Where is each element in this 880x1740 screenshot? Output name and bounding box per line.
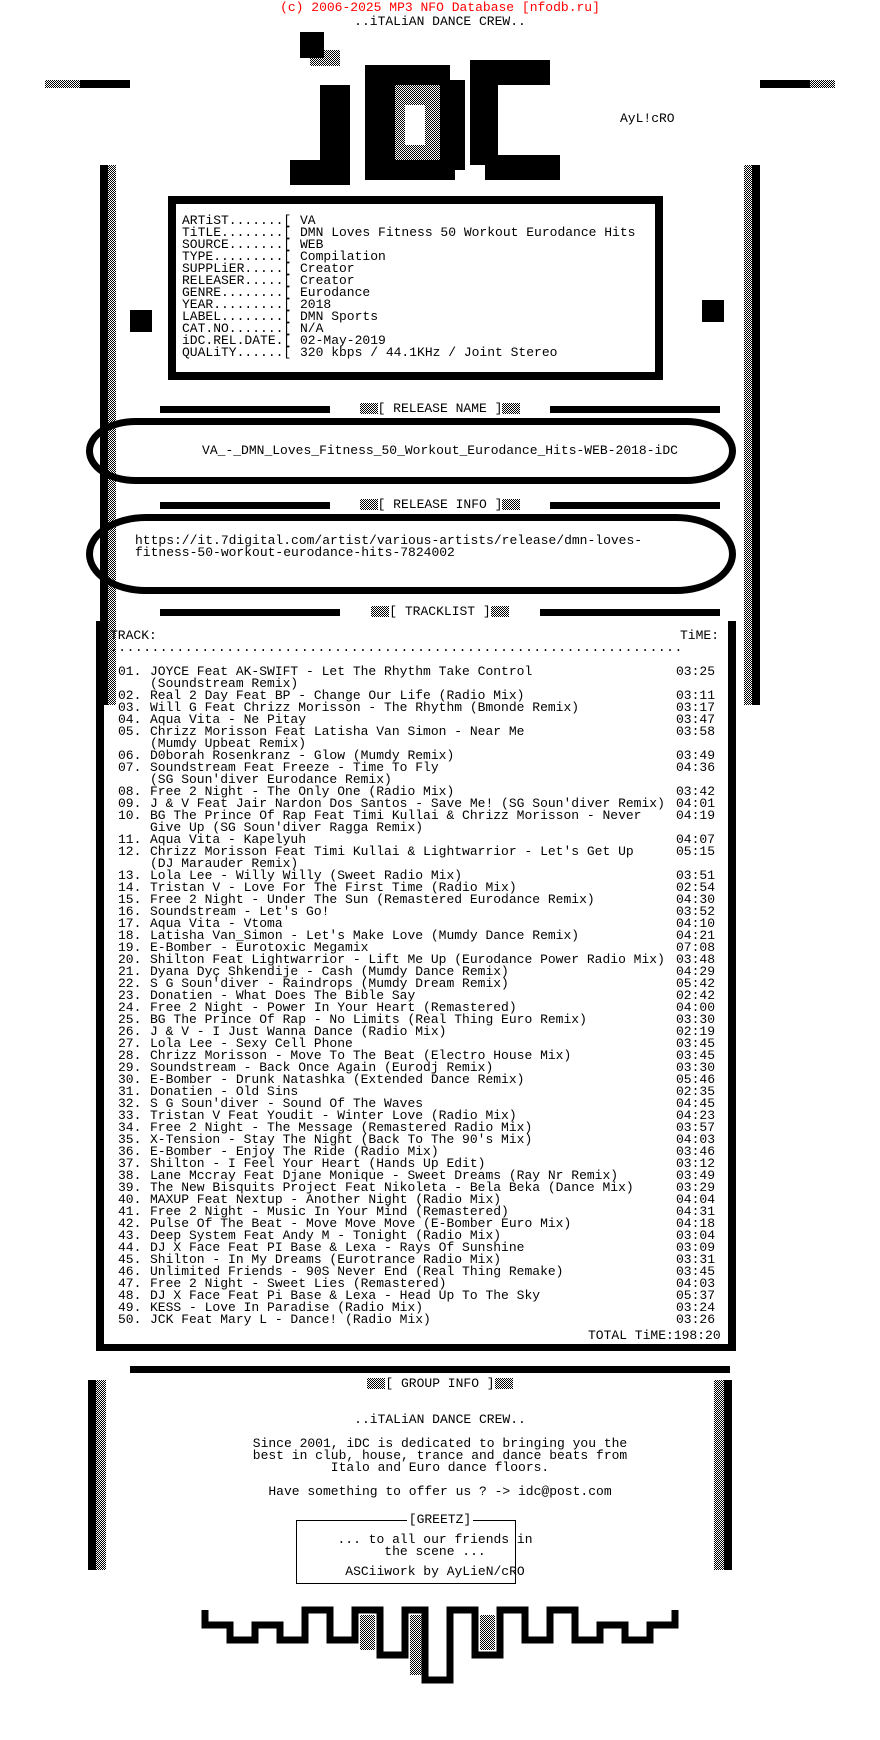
track-title: DJ X Face Feat Pi Base & Lexa - Head Up To The Sky [150,1288,541,1303]
track-title: Soundstream Feat Freeze - Time To Fly [150,760,439,775]
release-info-title: [ RELEASE INFO ] [377,497,503,512]
ascii-credit: ASCiiwork by AyLieN/cRO [345,1564,525,1579]
track-title: Deep System Feat Andy M - Tonight (Radio Mix) [150,1228,502,1243]
track-title: Aqua Vita - Kapelyuh [150,832,307,847]
track-title: Lola Lee - Sexy Cell Phone [150,1036,353,1051]
track-title: Aqua Vita - Ne Pitay [150,712,307,727]
release-name[interactable]: VA_-_DMN_Loves_Fitness_50_Workout_Eurodance_Hits-WEB-2018-iDC [202,443,678,458]
track-title: MAXUP Feat Nextup - Another Night (Radio Mix) [150,1192,502,1207]
track-time: 03:04 [676,1228,716,1243]
track-title: BG The Prince Of Rap - No Limits (Real Thing Euro Remix) [150,1012,587,1027]
track-time: 03:45 [676,1036,716,1051]
track-time: 03:29 [676,1180,716,1195]
tracklist-header [0,605,880,619]
info-label: GENRE........[ [182,285,292,300]
track-title: (DJ Marauder Remix) [150,856,299,871]
track-title: Chrizz Morisson - Move To The Beat (Electro House Mix) [150,1048,572,1063]
track-title: Real 2 Day Feat BP - Change Our Life (Radio Mix) [150,688,525,703]
track-number: 48. [118,1288,142,1303]
info-value: VA [300,213,316,228]
track-time: 04:00 [676,1000,716,1015]
track-time: 07:08 [676,940,716,955]
track-time: 04:21 [676,928,716,943]
release-info-url-line-1[interactable]: https://it.7digital.com/artist/various-artists/release/dmn-loves- [135,533,643,548]
track-time: 05:46 [676,1072,716,1087]
info-value: N/A [300,321,324,336]
group-crew: ..iTALiAN DANCE CREW.. [354,1412,526,1427]
track-title: Tristan V - Love For The First Time (Radio Mix) [150,880,517,895]
track-title: Unlimited Friends - 90S Never End (Real Thing Remake) [150,1264,564,1279]
release-info-url-line-2[interactable]: fitness-50-workout-eurodance-hits-7824002 [135,545,455,560]
track-number: 37. [118,1156,142,1171]
track-number: 38. [118,1168,142,1183]
track-time: 03:58 [676,724,716,739]
greetz-line: the scene ... [384,1544,486,1559]
info-value: Eurodance [300,285,371,300]
track-number: 45. [118,1252,142,1267]
track-number: 24. [118,1000,142,1015]
track-time: 03:12 [676,1156,716,1171]
decor-pillar-left [88,1380,96,1570]
copyright-banner: (c) 2006-2025 MP3 NFO Database [nfodb.ru] [280,0,600,15]
group-description-line: best in club, house, trance and dance beats from [252,1448,628,1463]
track-time: 03:49 [676,748,716,763]
track-title: Dyana Dyç Shkendije - Cash (Mumdy Dance Remix) [150,964,509,979]
greetz-title: [GREETZ] [408,1512,472,1527]
track-number: 15. [118,892,142,907]
track-number: 35. [118,1132,142,1147]
track-number: 21. [118,964,142,979]
track-time: 05:42 [676,976,716,991]
track-number: 02. [118,688,142,703]
group-info-header [0,1377,880,1391]
track-number: 32. [118,1096,142,1111]
track-time: 04:31 [676,1204,716,1219]
track-time: 03:30 [676,1060,716,1075]
info-value: Creator [300,261,355,276]
decor-dither [714,1380,724,1570]
track-title: Chrizz Morisson Feat Timi Kullai & Lightwarrior - Let's Get Up [150,844,634,859]
track-title: Free 2 Night - Under The Sun (Remastered Eurodance Remix) [150,892,595,907]
track-title: Free 2 Night - The Only One (Radio Mix) [150,784,455,799]
track-time: 03:51 [676,868,716,883]
track-title: (Soundstream Remix) [150,676,299,691]
track-title: JOYCE Feat AK-SWIFT - Let The Rhythm Take Control [150,664,533,679]
track-number: 13. [118,868,142,883]
track-title: The New Bisquits Project Feat Nikoleta - Bela Beka (Dance Mix) [150,1180,634,1195]
track-time: 03:11 [676,688,716,703]
tracklist-title: [ TRACKLIST ] [389,604,491,619]
greetz-line: ... to all our friends in [337,1532,533,1547]
release-name-title: [ RELEASE NAME ] [377,401,503,416]
track-number: 44. [118,1240,142,1255]
track-time: 02:19 [676,1024,716,1039]
track-time: 04:01 [676,796,716,811]
info-label: YEAR.........[ [182,297,292,312]
track-time: 03:24 [676,1300,716,1315]
track-title: J & V Feat Jair Nardon Dos Santos - Save Me! (SG Soun'diver Remix) [150,796,665,811]
decor-wing-left [80,80,130,88]
track-number: 23. [118,988,142,1003]
track-title: Tristan V Feat Youdit - Winter Love (Radio Mix) [150,1108,517,1123]
track-title: Will G Feat Chrizz Morisson - The Rhythm (Bmonde Remix) [150,700,580,715]
track-number: 01. [118,664,142,679]
track-time: 04:36 [676,760,716,775]
track-number: 07. [118,760,142,775]
track-title: KESS - Love In Paradise (Radio Mix) [150,1300,424,1315]
track-time: 04:03 [676,1132,716,1147]
track-title: Latisha Van_Simon - Let's Make Love (Mumdy Dance Remix) [150,928,580,943]
track-time: 03:09 [676,1240,716,1255]
track-number: 36. [118,1144,142,1159]
track-number: 05. [118,724,142,739]
track-time: 02:42 [676,988,716,1003]
track-number: 39. [118,1180,142,1195]
track-title: BG The Prince Of Rap Feat Timi Kullai & Chrizz Morisson - Never [150,808,642,823]
track-time: 03:48 [676,952,716,967]
track-number: 03. [118,700,142,715]
track-title: Aqua Vita - Vtoma [150,916,283,931]
info-value: Creator [300,273,355,288]
track-number: 17. [118,916,142,931]
track-time: 04:18 [676,1216,716,1231]
info-box [168,196,663,380]
track-title: E-Bomber - Enjoy The Ride (Radio Mix) [150,1144,439,1159]
group-info-title: [ GROUP INFO ] [385,1376,495,1391]
track-title: X-Tension - Stay The Night (Back To The 90's Mix) [150,1132,533,1147]
track-title: (Mumdy Upbeat Remix) [150,736,307,751]
track-time: 02:54 [676,880,716,895]
info-value: DMN Sports [300,309,379,324]
track-title: J & V - I Just Wanna Dance (Radio Mix) [150,1024,447,1039]
info-value: 2018 [300,297,332,312]
track-number: 20. [118,952,142,967]
info-label: ARTiST.......[ [182,213,292,228]
decor-dither [810,80,835,88]
release-info-header [0,498,880,512]
track-number: 33. [118,1108,142,1123]
track-title: Soundstream - Let's Go! [150,904,330,919]
decor-block [702,300,724,322]
track-time: 03:49 [676,1168,716,1183]
info-label: CAT.NO.......[ [182,321,292,336]
time-column-header: TiME: [680,628,720,643]
track-number: 04. [118,712,142,727]
track-time: 04:19 [676,808,716,823]
track-number: 22. [118,976,142,991]
track-number: 29. [118,1060,142,1075]
track-number: 47. [118,1276,142,1291]
info-label: QUALiTY......[ [182,345,292,360]
bottom-ornament [200,1600,680,1710]
info-label: SOURCE.......[ [182,237,292,252]
track-title: Pulse Of The Beat - Move Move Move (E-Bomber Euro Mix) [150,1216,572,1231]
track-time: 03:31 [676,1252,716,1267]
track-title: Shilton - In My Dreams (Eurotrance Radio Mix) [150,1252,502,1267]
track-title: Free 2 Night - Sweet Lies (Remastered) [150,1276,447,1291]
info-value: 320 kbps / 44.1KHz / Joint Stereo [300,345,558,360]
track-title: Lane Mccray Feat Djane Monique - Sweet Dreams (Ray Nr Remix) [150,1168,619,1183]
info-label: iDC.REL.DATE.[ [182,333,292,348]
track-time: 03:42 [676,784,716,799]
track-time: 04:30 [676,892,716,907]
track-number: 27. [118,1036,142,1051]
track-title: Donatien - What Does The Bible Say [150,988,416,1003]
info-value: WEB [300,237,324,252]
track-number: 18. [118,928,142,943]
track-number: 30. [118,1072,142,1087]
track-number: 19. [118,940,142,955]
track-title: Free 2 Night - Music In Your Mind (Remastered) [150,1204,509,1219]
track-number: 49. [118,1300,142,1315]
idc-logo [290,30,560,190]
decor-dither [45,80,80,88]
track-number: 08. [118,784,142,799]
group-contact[interactable]: Have something to offer us ? -> idc@post.com [268,1484,612,1499]
track-time: 03:45 [676,1264,716,1279]
track-number: 09. [118,796,142,811]
track-number: 25. [118,1012,142,1027]
track-title: D0borah Rosenkranz - Glow (Mumdy Remix) [150,748,455,763]
group-description-line: Since 2001, iDC is dedicated to bringing you the [252,1436,628,1451]
info-label: TiTLE........[ [182,225,292,240]
track-column-header: TRACK: [110,628,157,643]
track-time: 03:52 [676,904,716,919]
track-number: 10. [118,808,142,823]
track-title: Give Up (SG Soun'diver Ragga Remix) [150,820,424,835]
track-number: 16. [118,904,142,919]
group-description-line: Italo and Euro dance floors. [330,1460,550,1475]
info-label: SUPPLiER.....[ [182,261,292,276]
track-title: S G Soun'diver - Sound Of The Waves [150,1096,424,1111]
track-number: 11. [118,832,142,847]
track-time: 03:17 [676,700,716,715]
track-number: 26. [118,1024,142,1039]
track-time: 03:45 [676,1048,716,1063]
track-title: Lola Lee - Willy Willy (Sweet Radio Mix) [150,868,463,883]
track-number: 12. [118,844,142,859]
track-title: JCK Feat Mary L - Dance! (Radio Mix) [150,1312,431,1327]
track-title: (SG Soun'diver Eurodance Remix) [150,772,392,787]
info-value: Compilation [300,249,386,264]
release-name-header [0,402,880,416]
track-time: 03:46 [676,1144,716,1159]
track-title: S G Soun'diver - Raindrops (Mumdy Dream Remix) [150,976,509,991]
track-number: 28. [118,1048,142,1063]
decor-wing-right [760,80,810,88]
track-time: 04:10 [676,916,716,931]
track-time: 03:47 [676,712,716,727]
track-time: 04:23 [676,1108,716,1123]
info-label: LABEL........[ [182,309,292,324]
decor-block [130,310,152,332]
decor-pillar-right [752,165,760,705]
track-number: 41. [118,1204,142,1219]
track-number: 14. [118,880,142,895]
track-time: 03:57 [676,1120,716,1135]
track-number: 50. [118,1312,142,1327]
decor-dither [744,165,752,705]
track-title: Free 2 Night - Power In Your Heart (Remastered) [150,1000,517,1015]
track-number: 34. [118,1120,142,1135]
track-number: 31. [118,1084,142,1099]
track-title: Chrizz Morisson Feat Latisha Van Simon - Near Me [150,724,525,739]
track-number: 43. [118,1228,142,1243]
track-number: 46. [118,1264,142,1279]
info-label: TYPE.........[ [182,249,292,264]
track-title: Shilton Feat Lightwarrior - Lift Me Up (Eurodance Power Radio Mix) [150,952,665,967]
track-number: 42. [118,1216,142,1231]
info-value: DMN Loves Fitness 50 Workout Eurodance Hits [300,225,636,240]
track-time: 04:45 [676,1096,716,1111]
decor-pillar-right [724,1380,732,1570]
track-title: Free 2 Night - The Message (Remastered Radio Mix) [150,1120,533,1135]
track-time: 04:29 [676,964,716,979]
track-time: 03:26 [676,1312,716,1327]
track-time: 04:04 [676,1192,716,1207]
track-time: 03:25 [676,664,716,679]
track-time: 04:03 [676,1276,716,1291]
track-time: 05:37 [676,1288,716,1303]
info-value: 02-May-2019 [300,333,386,348]
track-title: DJ X Face Feat PI Base & Lexa - Rays Of Sunshine [150,1240,525,1255]
track-title: Shilton - I Feel Your Heart (Hands Up Edit) [150,1156,486,1171]
track-time: 03:30 [676,1012,716,1027]
decor-dither [96,1380,106,1570]
total-time: TOTAL TiME:198:20 [588,1328,721,1343]
track-number: 40. [118,1192,142,1207]
tracklist-separator: ..................................................................... [110,640,683,655]
track-time: 02:35 [676,1084,716,1099]
track-number: 06. [118,748,142,763]
art-signature: AyL!cRO [620,111,675,126]
group-info-top-bar [130,1366,730,1373]
track-title: E-Bomber - Drunk Natashka (Extended Dance Remix) [150,1072,525,1087]
track-title: Donatien - Old Sins [150,1084,299,1099]
track-title: Soundstream - Back Once Again (Eurodj Remix) [150,1060,494,1075]
info-label: RELEASER.....[ [182,273,292,288]
track-title: E-Bomber - Eurotoxic Megamix [150,940,369,955]
track-time: 05:15 [676,844,716,859]
track-time: 04:07 [676,832,716,847]
crew-tagline: ..iTALiAN DANCE CREW.. [354,14,526,29]
